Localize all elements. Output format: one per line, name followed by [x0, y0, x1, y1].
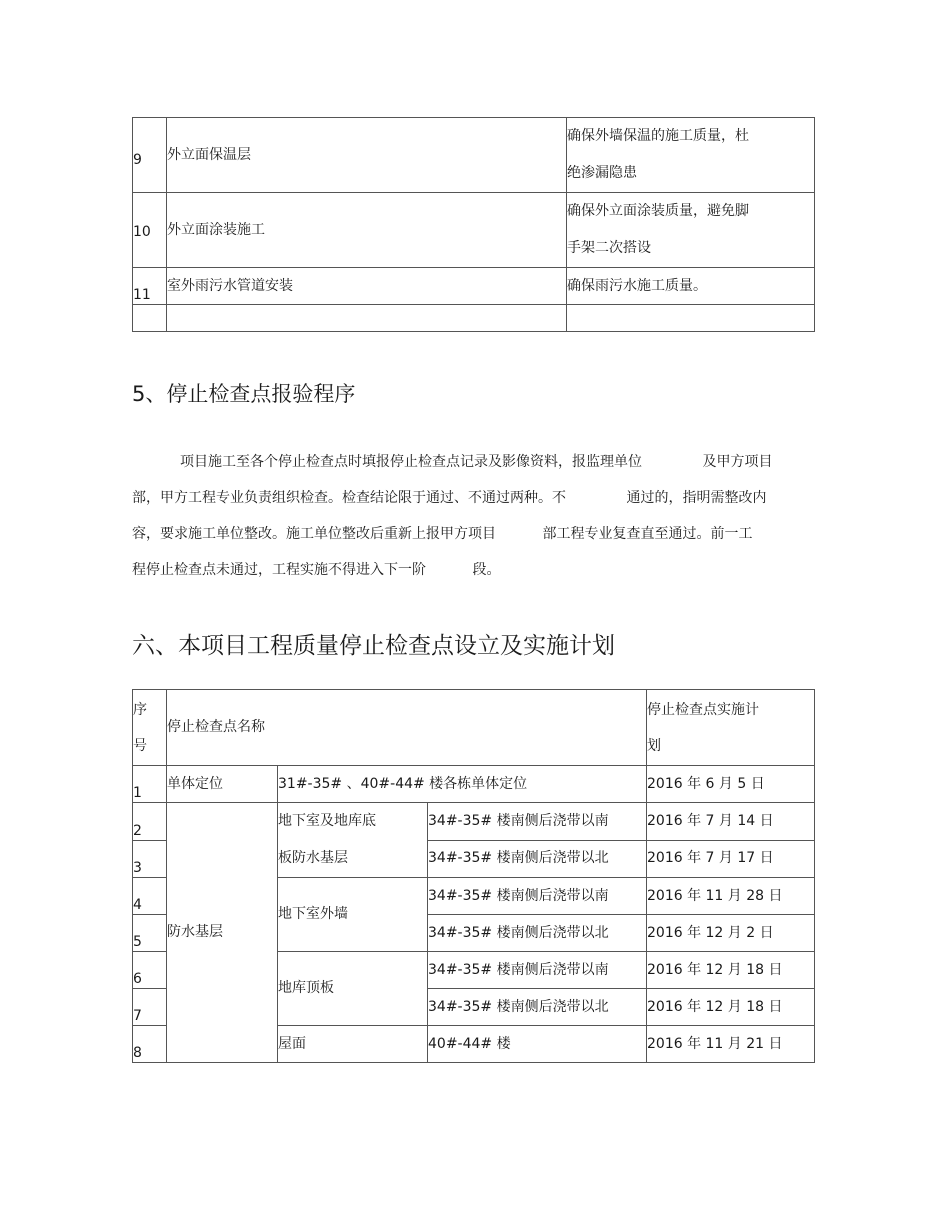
header-number: 序 号 [133, 690, 167, 766]
row-number: 4 [133, 878, 167, 915]
table-row [133, 118, 815, 193]
row-number: 5 [133, 915, 167, 952]
table-row [133, 268, 815, 305]
row-number: 2 [133, 803, 167, 841]
subcategory-basement-slab: 地下室及地库底 板防水基层 [278, 803, 428, 878]
paragraph-line: 容，要求施工单位整改。施工单位整改后重新上报甲方项目 部工程专业复查直至通过。前一工 [132, 526, 753, 542]
checkpoint-purpose [567, 118, 815, 193]
date-cell: 2016 年 11 月 28 日 [647, 878, 815, 915]
table-row [133, 766, 815, 803]
subcategory-garage-roof: 地库顶板 [278, 952, 428, 1026]
subcategory-basement-wall: 地下室外墙 [278, 878, 428, 952]
area-cell: 34#-35# 楼南侧后浇带以南 [428, 878, 647, 915]
row-number: 6 [133, 952, 167, 989]
checkpoint-purpose [567, 193, 815, 268]
table-header-row [133, 690, 815, 766]
section-6-heading: 六、本项目工程质量停止检查点设立及实施计划 [132, 633, 615, 659]
section-5-heading: 5、停止检查点报验程序 [132, 382, 356, 406]
header-checkpoint-name: 停止检查点名称 [167, 690, 647, 766]
date-cell: 2016 年 12 月 2 日 [647, 915, 815, 952]
area-cell: 34#-35# 楼南侧后浇带以南 [428, 952, 647, 989]
row-number: 9 [133, 118, 167, 193]
date-cell: 2016 年 7 月 14 日 [647, 803, 815, 841]
section-5-paragraph [132, 444, 822, 588]
header-plan: 停止检查点实施计 划 [647, 690, 815, 766]
subcategory-roof: 屋面 [278, 1026, 428, 1063]
checkpoint-item: 外立面保温层 [167, 118, 567, 193]
checkpoint-item: 室外雨污水管道安装 [167, 268, 567, 305]
date-cell: 2016 年 11 月 21 日 [647, 1026, 815, 1063]
date-cell: 2016 年 12 月 18 日 [647, 989, 815, 1026]
checkpoint-item: 外立面涂装施工 [167, 193, 567, 268]
category-waterproof: 防水基层 [167, 803, 278, 1063]
row-number: 1 [133, 766, 167, 803]
category-cell: 单体定位 [167, 766, 278, 803]
purpose-line-2: 手架二次搭设 [567, 240, 651, 256]
checkpoint-purpose: 确保雨污水施工质量。 [567, 268, 815, 305]
row-number: 10 [133, 193, 167, 268]
area-cell: 40#-44# 楼 [428, 1026, 647, 1063]
row-number: 8 [133, 1026, 167, 1063]
area-cell: 34#-35# 楼南侧后浇带以北 [428, 840, 647, 878]
paragraph-line: 部，甲方工程专业负责组织检查。检查结论限于通过、不通过两种。不 通过的，指明需整改内 [132, 490, 767, 506]
date-cell: 2016 年 7 月 17 日 [647, 840, 815, 878]
purpose-line-1: 确保外墙保温的施工质量，杜 [567, 128, 749, 144]
purpose-line-2: 绝渗漏隐患 [567, 165, 637, 181]
paragraph-line: 程停止检查点未通过，工程实施不得进入下一阶 段。 [132, 562, 501, 578]
date-cell: 2016 年 12 月 18 日 [647, 952, 815, 989]
row-number: 3 [133, 840, 167, 878]
purpose-line-1: 确保外立面涂装质量，避免脚 [567, 203, 749, 219]
area-cell: 34#-35# 楼南侧后浇带以南 [428, 803, 647, 841]
area-cell: 34#-35# 楼南侧后浇带以北 [428, 989, 647, 1026]
table-row-empty [133, 305, 815, 332]
date-cell: 2016 年 6 月 5 日 [647, 766, 815, 803]
row-number: 7 [133, 989, 167, 1026]
paragraph-line: 项目施工至各个停止检查点时填报停止检查点记录及影像资料，报监理单位 及甲方项目 [180, 454, 773, 470]
table-row [133, 193, 815, 268]
area-cell: 34#-35# 楼南侧后浇带以北 [428, 915, 647, 952]
scope-cell: 31#-35# 、40#-44# 楼各栋单体定位 [278, 766, 647, 803]
row-number: 11 [133, 268, 167, 305]
table-row [133, 803, 815, 841]
quality-checkpoint-table-continued [132, 117, 815, 332]
checkpoint-plan-table [132, 689, 815, 1063]
